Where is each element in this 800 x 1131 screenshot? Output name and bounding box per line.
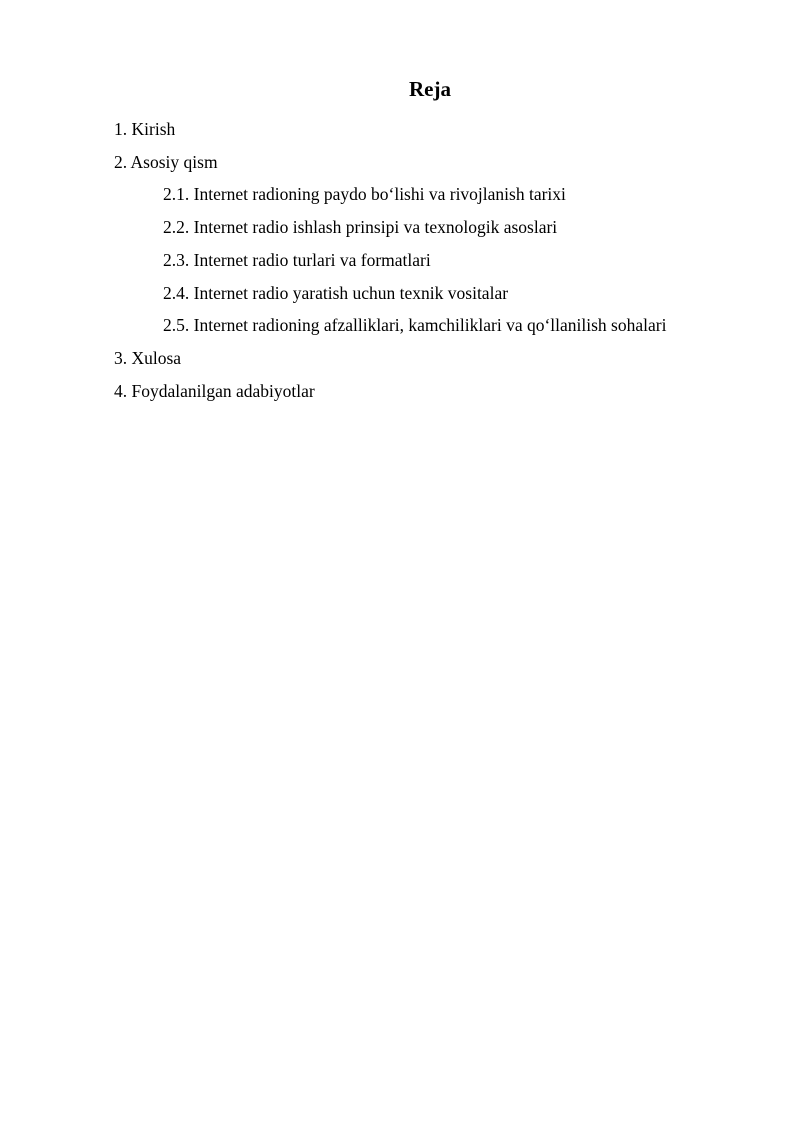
toc-item-kirish: 1. Kirish: [114, 119, 176, 139]
toc-item-foydalanilgan-adabiyotlar: 4. Foydalanilgan adabiyotlar: [114, 380, 315, 401]
toc-subitem-2-1: 2.1. Internet radioning paydo bo‘lishi va rivojlanish tarixi: [163, 184, 566, 205]
toc-subitem-2-3: 2.3. Internet radio turlari va formatlari: [163, 249, 431, 270]
toc-subitem-2-4: 2.4. Internet radio yaratish uchun texnik vositalar: [163, 282, 509, 303]
toc-item-asosiy-qism: 2. Asosiy qism: [114, 151, 218, 172]
table-of-contents: [114, 113, 666, 407]
toc-item-xulosa: 3. Xulosa: [114, 347, 182, 368]
toc-subitem-2-2: 2.2. Internet radio ishlash prinsipi va texnologik asoslari: [163, 217, 558, 238]
page-title: Reja: [409, 77, 451, 101]
toc-subitem-2-5: 2.5. Internet radioning afzalliklari, kamchiliklari va qo‘llanilish sohalari: [163, 315, 667, 336]
